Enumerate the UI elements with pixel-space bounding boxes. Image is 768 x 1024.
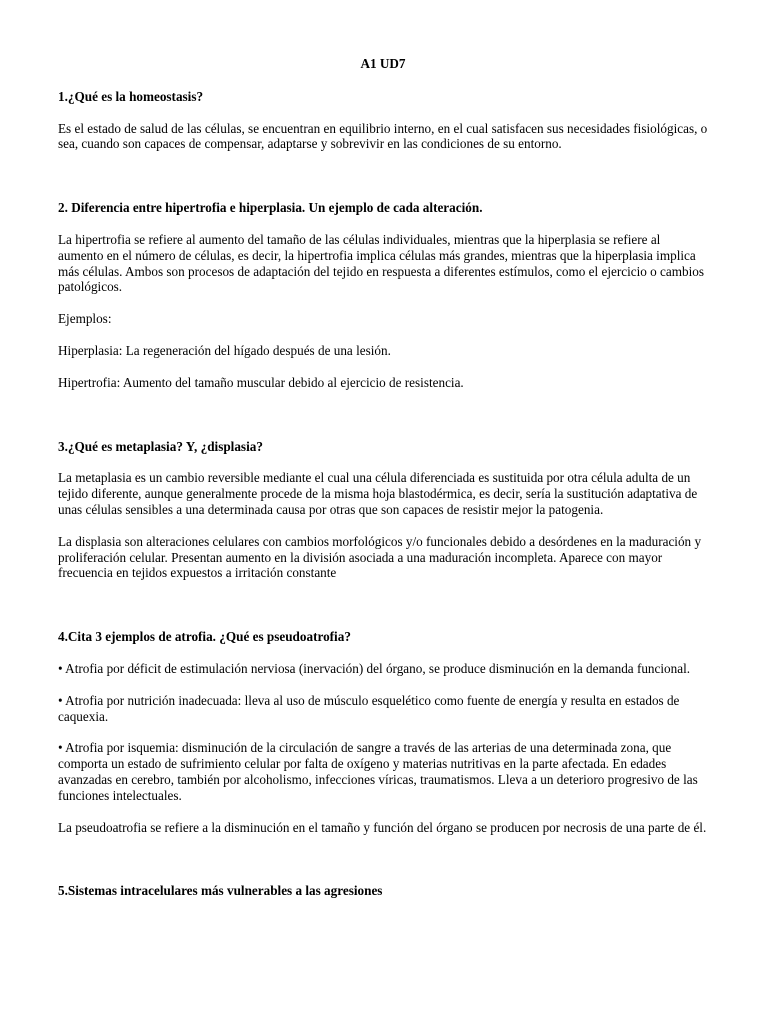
- answer-4-bullet-1: • Atrofia por déficit de estimulación nerviosa (inervación) del órgano, se produce disminución en la demanda funcional.: [58, 660, 691, 676]
- answer-4-bullet-3: • Atrofia por isquemia: disminución de la circulación de sangre a través de las arterias de una determinada zona, que comporta un estado de sufrimiento celular por falta de oxígeno y materias nutritivas en la parte afectada. En edades avanzadas en cerebro, también por alcoholismo, infecciones víricas, traumatismos. Lleva a un deterioro progresivo de las funciones intelectuales.: [58, 740, 698, 803]
- section-spacer: [58, 851, 708, 883]
- answer-4-bullet-2: • Atrofia por nutrición inadecuada: lleva al uso de músculo esquelético como fuente de energía y resulta en estados de caquexia.: [58, 692, 680, 724]
- answer-3-displasia: La displasia son alteraciones celulares con cambios morfológicos y/o funcionales debido a desórdenes en la maduración y proliferación celular. Presentan aumento en la división asociada a una maduración incompleta. Aparece con mayor frecuencia en tejidos expuestos a irritación constante: [58, 533, 702, 581]
- question-2: 2. Diferencia entre hipertrofia e hiperplasia. Un ejemplo de cada alteración.: [58, 200, 483, 216]
- section-spacer: [58, 407, 708, 439]
- question-4: 4.Cita 3 ejemplos de atrofia. ¿Qué es pseudoatrofia?: [58, 629, 351, 645]
- question-1: 1.¿Qué es la homeostasis?: [58, 88, 204, 104]
- section-spacer: [58, 168, 708, 200]
- section-spacer: [58, 597, 708, 629]
- question-5: 5.Sistemas intracelulares más vulnerables a las agresiones: [58, 883, 383, 899]
- answer-2-examples-label: Ejemplos:: [58, 311, 112, 327]
- document-title: A1 UD7: [360, 56, 406, 71]
- answer-4-pseudoatrofia: La pseudoatrofia se refiere a la disminución en el tamaño y función del órgano se producen por necrosis de una parte de él.: [58, 819, 707, 835]
- answer-2-example-hipertrofia: Hipertrofia: Aumento del tamaño muscular debido al ejercicio de resistencia.: [58, 374, 464, 390]
- document-page: [58, 56, 708, 915]
- question-3: 3.¿Qué es metaplasia? Y, ¿displasia?: [58, 438, 263, 454]
- answer-1-paragraph-1: Es el estado de salud de las células, se encuentran en equilibrio interno, en el cual satisfacen sus necesidades fisiológicas, o sea, cuando son capaces de compensar, adaptarse y sobrevivir en las condiciones de su entorno.: [58, 120, 708, 152]
- answer-2-paragraph-1: La hipertrofia se refiere al aumento del tamaño de las células individuales, mientras que la hiperplasia se refiere al aumento en el número de células, es decir, la hipertrofia implica células más grandes, mientras que la hiperplasia implica más células. Ambos son procesos de adaptación del tejido en respuesta a diferentes estímulos, como el ejercicio o cambios patológicos.: [58, 231, 704, 295]
- answer-3-metaplasia: La metaplasia es un cambio reversible mediante el cual una célula diferenciada es sustituida por otra célula adulta de un tejido diferente, aunque generalmente procede de la misma hoja blastodérmica, es decir, sería la sustitución adaptativa de unas células sensibles a una determinada causa por otras que son capaces de resistir mejor la patogenia.: [58, 470, 698, 517]
- answer-2-example-hiperplasia: Hiperplasia: La regeneración del hígado después de una lesión.: [58, 342, 391, 358]
